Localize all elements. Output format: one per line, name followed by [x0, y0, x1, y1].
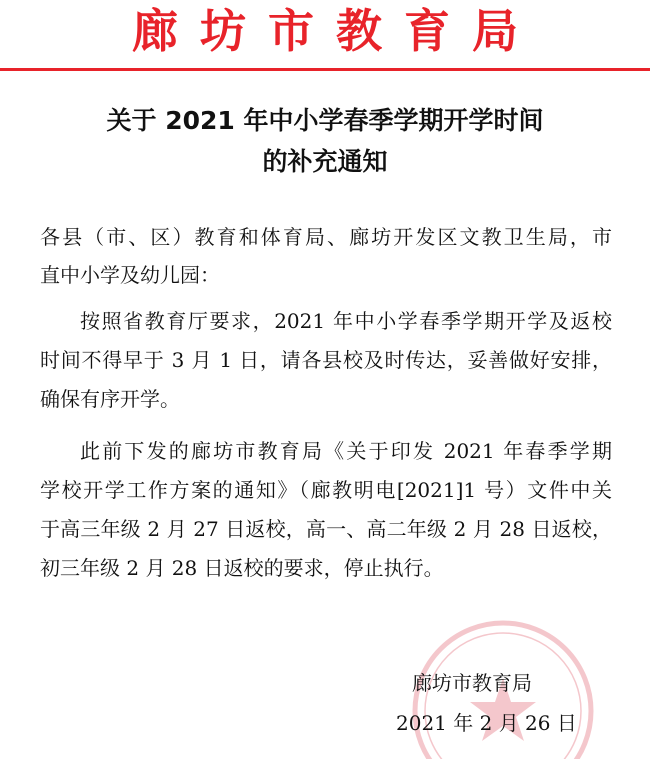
- paragraph-2-line-1: 此前下发的廊坊市教育局《关于印发 2021 年春季学期: [80, 439, 612, 463]
- signature-org: 廊坊市教育局: [412, 671, 532, 695]
- document-title-line-2: 的补充通知: [262, 147, 388, 176]
- paragraph-1-line-3: 确保有序开学。: [40, 387, 180, 411]
- document-title-line-1: 关于 2021 年中小学春季学期开学时间: [106, 106, 544, 135]
- paragraph-1-line-1: 按照省教育厅要求，2021 年中小学春季学期开学及返校: [80, 309, 612, 333]
- signature-date: 2021 年 2 月 26 日: [396, 711, 577, 735]
- letterhead-org-name: 廊坊市教育局: [132, 4, 540, 58]
- letterhead-red-rule: [0, 68, 650, 71]
- paragraph-2-line-3: 于高三年级 2 月 27 日返校，高一、高二年级 2 月 28 日返校，: [40, 517, 612, 541]
- paragraph-1-line-2: 时间不得早于 3 月 1 日，请各县校及时传达，妥善做好安排，: [40, 348, 612, 372]
- recipients-line-2: 直中小学及幼儿园：: [40, 263, 220, 287]
- paragraph-2-line-2: 学校开学工作方案的通知》（廊教明电[2021]1 号）文件中关: [40, 478, 612, 502]
- recipients-line-1: 各县（市、区）教育和体育局、廊坊开发区文教卫生局，市: [40, 225, 612, 249]
- paragraph-2-line-4: 初三年级 2 月 28 日返校的要求，停止执行。: [40, 556, 444, 580]
